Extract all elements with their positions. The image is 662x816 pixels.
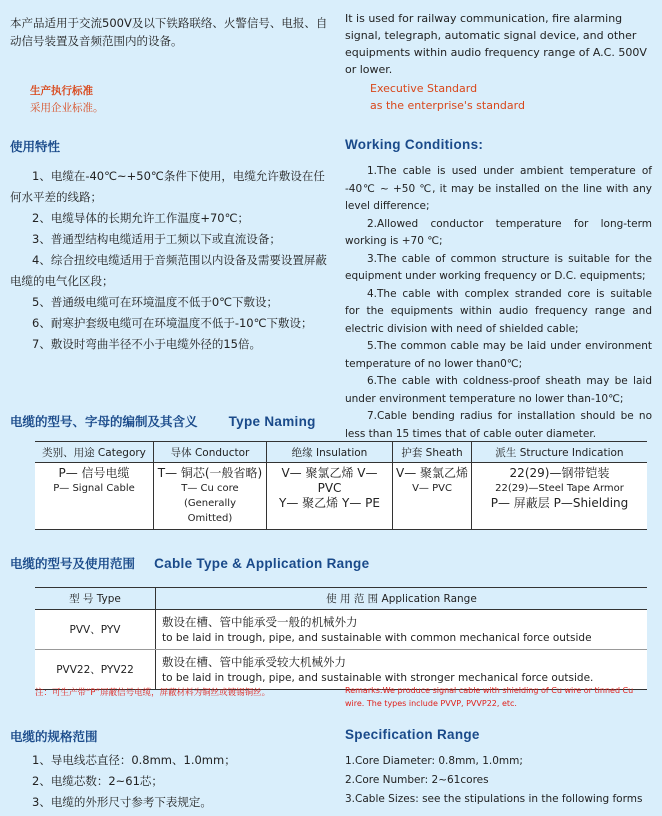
naming-heading	[10, 411, 316, 430]
working-en-item: 7.Cable bending radius for installation should be no less than 15 times that of cable outer diameter.	[345, 410, 652, 440]
spec-en-title: Specification Range	[345, 727, 480, 742]
note-en: Remarks:We produce signal cable with shielding of Cu wire or tinned Cu wire. The types include PVVP, PVVP22, etc.	[345, 686, 634, 708]
application-table	[35, 587, 647, 690]
application-en: to be laid in trough, pipe, and sustainable with stronger mechanical force outside.	[162, 671, 594, 684]
header-conductor: 导体 Conductor	[154, 442, 267, 463]
working-en-item: 1.The cable is used under ambient temperature of -40℃ ~ +50 ℃, it may be installed on the line with any level difference;	[345, 165, 652, 212]
spec-cn-list	[10, 750, 236, 813]
working-cn-item: 4、综合扭绞电缆适用于音频范围以内设备及需要设置屏蔽	[32, 253, 327, 267]
spec-cn-item: 3、电缆的外形尺寸参考下表规定。	[32, 795, 212, 809]
working-en-item: 2.Allowed conductor temperature for long-term working is +70 ℃;	[345, 217, 652, 247]
structure-armor-cn: 22(29)—钢带铠装	[509, 466, 610, 480]
cell-structure	[472, 463, 648, 530]
working-cn-title: 使用特性	[10, 139, 61, 154]
category-cn: P— 信号电缆	[58, 466, 130, 480]
working-en-item: 5.The common cable may be laid under environment temperature of no lower than0℃;	[345, 340, 652, 370]
table-row	[35, 610, 647, 650]
table-row	[35, 463, 647, 530]
intro-cn: 本产品适用于交流500V及以下铁路联络、火警信号、电报、自动信号装置及音频范围内的设备。	[10, 16, 328, 48]
cell-category	[35, 463, 154, 530]
conductor-cn: T— 铜芯(一般省略)	[157, 466, 263, 480]
header-insulation: 绝缘 Insulation	[267, 442, 393, 463]
conductor-en-2: Omitted)	[187, 513, 233, 524]
naming-cn-title: 电缆的型号、字母的编制及其含义	[10, 414, 198, 429]
cell-application	[156, 610, 648, 650]
note-cn: 注：可生产带“P”屏蔽信号电缆，屏蔽材料为铜丝或镀锡铜丝。	[35, 688, 271, 698]
working-cn-item: 6、耐寒护套级电缆可在环境温度不低于-10℃下敷设；	[32, 316, 313, 330]
working-cn-item: 电缆的电气化区段；	[10, 274, 114, 288]
spec-en-item: 1.Core Diameter: 0.8mm, 1.0mm;	[345, 755, 523, 767]
application-en-title: Cable Type & Application Range	[154, 556, 370, 571]
working-cn-item: 7、敷设时弯曲半径不小于电缆外径的15倍。	[32, 337, 261, 351]
working-en-item: 4.The cable with complex stranded core is suitable for the equipments within audio frequency range and electric division with need of shielded cable;	[345, 287, 652, 335]
header-application: 使 用 范 围 Application Range	[156, 588, 648, 610]
standard-cn	[30, 83, 104, 117]
cell-type: PVV、PYV	[35, 610, 156, 650]
cell-sheath	[393, 463, 472, 530]
working-cn-list	[10, 166, 335, 355]
spec-cn-title: 电缆的规格范围	[10, 729, 98, 744]
category-en: P— Signal Cable	[53, 483, 135, 494]
cell-insulation	[267, 463, 393, 530]
cell-conductor	[154, 463, 267, 530]
spec-en-item: 3.Cable Sizes: see the stipulations in the following forms	[345, 793, 643, 805]
table-header-row	[35, 588, 647, 610]
working-en-item: 6.The cable with coldness-proof sheath may be laid under environment temperature no lower than-10℃;	[345, 375, 652, 405]
application-cn: 敷设在槽、管中能承受较大机械外力	[162, 654, 346, 669]
working-en-list	[345, 163, 652, 443]
working-cn-item: 何水平差的线路；	[10, 190, 102, 204]
working-cn-item: 1、电缆在-40℃~+50℃条件下使用，电缆允许敷设在任	[32, 169, 325, 183]
working-en-title: Working Conditions:	[345, 137, 484, 152]
spec-en-item: 2.Core Number: 2~61cores	[345, 774, 489, 786]
intro-en: It is used for railway communication, fire alarming signal, telegraph, automatic signal device, and other equipments within audio frequency range of A.C. 500V or lower.	[345, 12, 647, 76]
insulation-pvc: V— 聚氯乙烯 V— PVC	[281, 466, 378, 495]
structure-shield: P— 屏蔽层 P—Shielding	[490, 496, 629, 510]
standard-en-title: Executive Standard	[370, 82, 478, 95]
working-en-item: 3.The cable of common structure is suitable for the equipment under working frequency or D.C. equipments;	[345, 252, 652, 282]
standard-cn-title: 生产执行标准	[30, 85, 93, 97]
conductor-en: T— Cu core (Generally	[181, 483, 239, 509]
insulation-pe: Y— 聚乙烯 Y— PE	[279, 496, 380, 510]
table-header-row	[35, 442, 647, 463]
application-cn: 敷设在槽、管中能承受一般的机械外力	[162, 614, 358, 629]
structure-armor-en: 22(29)—Steel Tape Armor	[495, 483, 624, 494]
header-type: 型 号 Type	[35, 588, 156, 610]
spec-en-list	[345, 752, 642, 809]
type-naming-table	[35, 441, 647, 530]
naming-en-title: Type Naming	[228, 414, 316, 429]
application-cn-title: 电缆的型号及使用范围	[10, 556, 136, 571]
standard-en	[370, 80, 525, 114]
application-en: to be laid in trough, pipe, and sustainable with common mechanical force outside	[162, 631, 592, 644]
header-sheath: 护套 Sheath	[393, 442, 472, 463]
working-cn-item: 2、电缆导体的长期允许工作温度+70℃；	[32, 211, 249, 225]
header-category: 类别、用途 Category	[35, 442, 154, 463]
cell-type: PVV22、PYV22	[35, 650, 156, 690]
sheath-en: V— PVC	[412, 483, 452, 494]
spec-cn-item: 2、电缆芯数：2~61芯；	[32, 774, 163, 788]
standard-en-value: as the enterprise's standard	[370, 99, 525, 112]
header-structure: 派生 Structure Indication	[472, 442, 648, 463]
spec-cn-item: 1、导电线芯直径：0.8mm、1.0mm；	[32, 753, 236, 767]
working-cn-item: 5、普通级电缆可在环境温度不低于0℃下敷设；	[32, 295, 279, 309]
standard-cn-value: 采用企业标准。	[30, 102, 104, 114]
application-heading	[10, 553, 369, 572]
working-cn-item: 3、普通型结构电缆适用于工频以下或直流设备；	[32, 232, 281, 246]
sheath-cn: V— 聚氯乙烯	[395, 466, 469, 480]
